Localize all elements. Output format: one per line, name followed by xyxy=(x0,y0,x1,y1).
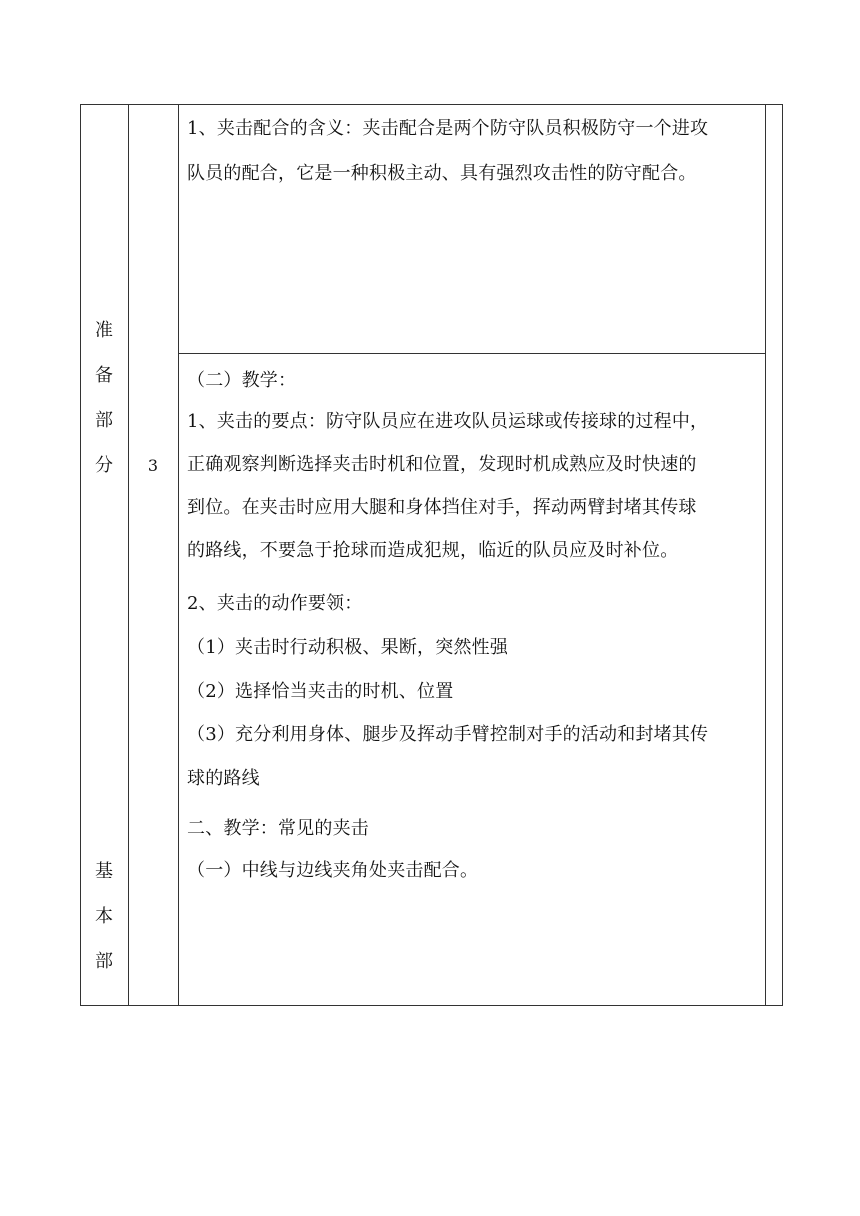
content-line: （二）教学： xyxy=(187,370,297,391)
content-line: 2、夹击的动作要领： xyxy=(187,593,363,614)
content-line: 到位。在夹击时应用大腿和身体挡住对手，挥动两臂封堵其传球 xyxy=(187,497,697,518)
content-line: （2）选择恰当夹击的时机、位置 xyxy=(187,681,454,702)
content-cell-divider xyxy=(178,353,765,354)
section-column-divider xyxy=(128,104,129,1006)
section-label-basic-char: 基 xyxy=(95,861,113,882)
table-right-border xyxy=(782,104,783,1006)
section-label-prep-char: 备 xyxy=(95,365,113,386)
table-top-border xyxy=(80,104,783,105)
content-column-divider xyxy=(765,104,766,1006)
time-minutes: 3 xyxy=(147,456,159,475)
table-bottom-border xyxy=(80,1005,783,1006)
content-line: 队员的配合，它是一种积极主动、具有强烈攻击性的防守配合。 xyxy=(187,163,697,184)
section-label-prep-char: 分 xyxy=(95,455,113,476)
content-line: 二、教学：常见的夹击 xyxy=(187,818,369,839)
content-line: 1、夹击配合的含义：夹击配合是两个防守队员积极防守一个进攻 xyxy=(187,118,709,139)
section-label-basic-char: 本 xyxy=(95,906,113,927)
section-label-prep-char: 准 xyxy=(95,320,113,341)
content-line: （一）中线与边线夹角处夹击配合。 xyxy=(187,860,479,881)
content-line: 球的路线 xyxy=(187,768,260,789)
content-line: 正确观察判断选择夹击时机和位置，发现时机成熟应及时快速的 xyxy=(187,454,697,475)
content-line: （3）充分利用身体、腿步及挥动手臂控制对手的活动和封堵其传 xyxy=(187,724,709,745)
section-label-basic-char: 部 xyxy=(95,951,113,972)
content-line: （1）夹击时行动积极、果断，突然性强 xyxy=(187,637,509,658)
section-label-prep-char: 部 xyxy=(95,410,113,431)
content-line: 的路线，不要急于抢球而造成犯规，临近的队员应及时补位。 xyxy=(187,540,679,561)
time-column-divider xyxy=(178,104,179,1006)
content-line: 1、夹击的要点：防守队员应在进攻队员运球或传接球的过程中， xyxy=(187,411,709,432)
